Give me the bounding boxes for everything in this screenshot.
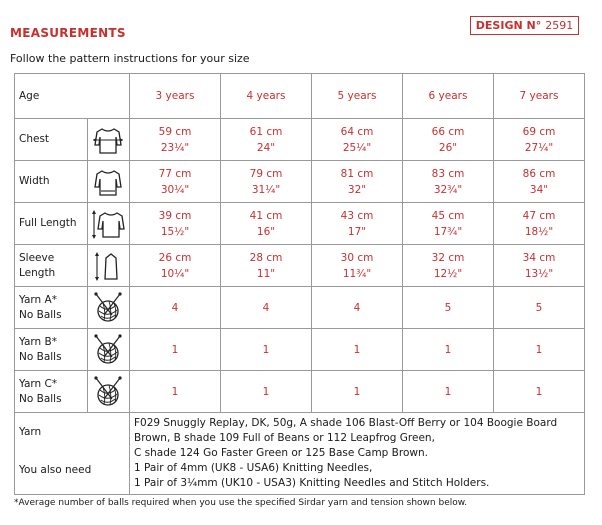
page-subtitle: Follow the pattern instructions for your size	[10, 52, 250, 65]
ball-count: 4	[130, 287, 221, 329]
measurement-cell: 26 cm 10¼"	[130, 245, 221, 287]
measurement-cell: 47 cm 18½"	[494, 203, 585, 245]
measurement-cell: 34 cm 13½"	[494, 245, 585, 287]
measurements-table	[14, 73, 585, 495]
row-label: Width	[15, 161, 88, 203]
page-title: MEASUREMENTS	[10, 26, 126, 40]
measurement-cell: 79 cm 31¼"	[221, 161, 312, 203]
measurement-cell: 64 cm 25¼"	[312, 119, 403, 161]
measurement-cell: 69 cm 27¼"	[494, 119, 585, 161]
table-row	[15, 161, 585, 203]
sweater-chest-icon	[87, 119, 129, 161]
ball-count: 1	[494, 329, 585, 371]
design-number: 2591	[545, 19, 574, 32]
size-header: 3 years	[130, 74, 221, 119]
size-header: 5 years	[312, 74, 403, 119]
yarn-ball-needles-icon	[87, 329, 129, 371]
ball-count: 1	[312, 329, 403, 371]
yarn-need-labels	[15, 413, 130, 495]
measurement-cell: 39 cm 15½"	[130, 203, 221, 245]
measurement-cell: 41 cm 16"	[221, 203, 312, 245]
ball-count: 4	[221, 287, 312, 329]
yarn-ball-needles-icon	[87, 287, 129, 329]
measurement-cell: 59 cm 23¼"	[130, 119, 221, 161]
row-label: Chest	[15, 119, 88, 161]
measurement-cell: 83 cm 32¾"	[403, 161, 494, 203]
measurement-cell: 43 cm 17"	[312, 203, 403, 245]
ball-count: 1	[403, 329, 494, 371]
yarn-ball-needles-icon	[87, 371, 129, 413]
size-header: 4 years	[221, 74, 312, 119]
design-label: DESIGN N°	[475, 19, 542, 32]
table-row	[15, 329, 585, 371]
sweater-width-icon	[87, 161, 129, 203]
table-row	[15, 119, 585, 161]
sweater-length-icon	[87, 203, 129, 245]
ball-count: 1	[130, 371, 221, 413]
table-row	[15, 245, 585, 287]
measurement-cell: 81 cm 32"	[312, 161, 403, 203]
ball-count: 5	[494, 287, 585, 329]
row-label: Full Length	[15, 203, 88, 245]
size-header: 7 years	[494, 74, 585, 119]
age-label: Age	[15, 74, 130, 119]
measurement-cell: 32 cm 12½"	[403, 245, 494, 287]
ball-count: 1	[221, 329, 312, 371]
table-row	[15, 203, 585, 245]
measurement-cell: 30 cm 11¾"	[312, 245, 403, 287]
measurement-cell: 86 cm 34"	[494, 161, 585, 203]
footnote: *Average number of balls required when you use the specified Sirdar yarn and tension shown below.	[14, 498, 468, 508]
yarn-label: Yarn	[19, 425, 42, 438]
ball-count: 1	[130, 329, 221, 371]
ball-count: 1	[221, 371, 312, 413]
table-row	[15, 287, 585, 329]
row-label: Yarn A* No Balls	[15, 287, 88, 329]
measurement-cell: 77 cm 30¼"	[130, 161, 221, 203]
ball-count: 1	[312, 371, 403, 413]
yarn-description: F029 Snuggly Replay, DK, 50g, A shade 106 Blast-Off Berry or 104 Boogie Board Brown, B shade 109 Full of Beans or 112 Leapfrog Green, C shade 124 Go Faster Green or 125 Base Camp Brown. 1 Pair of 4mm (UK8 - USA6) Knitting Needles, 1 Pair of 3¼mm (UK10 - USA3) Knitting Needles and Stitch Holders.	[130, 413, 585, 495]
need-label: You also need	[19, 463, 92, 476]
ball-count: 5	[403, 287, 494, 329]
ball-count: 1	[403, 371, 494, 413]
measurement-cell: 45 cm 17¾"	[403, 203, 494, 245]
table-row	[15, 74, 585, 119]
table-row	[15, 371, 585, 413]
row-label: Yarn B* No Balls	[15, 329, 88, 371]
design-number-badge	[470, 16, 579, 35]
sleeve-length-icon	[87, 245, 129, 287]
row-label: Yarn C* No Balls	[15, 371, 88, 413]
size-header: 6 years	[403, 74, 494, 119]
measurement-cell: 66 cm 26"	[403, 119, 494, 161]
table-row	[15, 413, 585, 495]
ball-count: 1	[494, 371, 585, 413]
ball-count: 4	[312, 287, 403, 329]
row-label: Sleeve Length	[15, 245, 88, 287]
measurement-cell: 61 cm 24"	[221, 119, 312, 161]
measurement-cell: 28 cm 11"	[221, 245, 312, 287]
